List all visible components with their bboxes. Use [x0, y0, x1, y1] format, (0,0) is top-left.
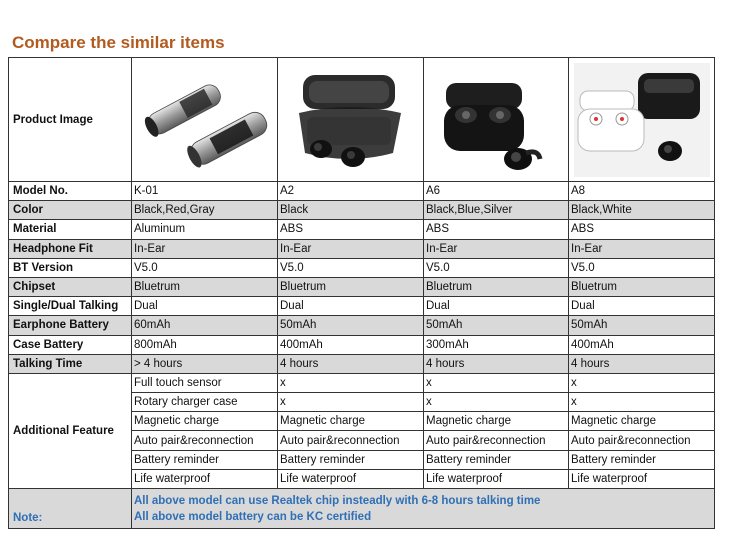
spec-value: Bluetrum [278, 277, 424, 296]
spec-value: In-Ear [278, 239, 424, 258]
spec-value: ABS [424, 220, 569, 239]
spec-value: 50mAh [278, 316, 424, 335]
feature-value: Magnetic charge [424, 412, 569, 431]
spec-value: 4 hours [569, 354, 715, 373]
feature-value: Battery reminder [569, 450, 715, 469]
spec-value: 400mAh [569, 335, 715, 354]
feature-rows [9, 373, 715, 488]
spec-row [9, 354, 715, 373]
feature-name: Battery reminder [132, 450, 278, 469]
spec-row [9, 277, 715, 296]
spec-value: V5.0 [569, 258, 715, 277]
spec-row [9, 297, 715, 316]
spec-label: Case Battery [9, 335, 132, 354]
spec-value: 400mAh [278, 335, 424, 354]
feature-value: x [424, 373, 569, 392]
spec-value: Bluetrum [569, 277, 715, 296]
feature-name: Auto pair&reconnection [132, 431, 278, 450]
spec-value: V5.0 [424, 258, 569, 277]
feature-value: Battery reminder [278, 450, 424, 469]
note-line: All above model battery can be KC certified [134, 510, 372, 523]
feature-value: Battery reminder [424, 450, 569, 469]
note-text [132, 489, 715, 529]
spec-value: > 4 hours [132, 354, 278, 373]
spec-value: ABS [278, 220, 424, 239]
feature-value: x [569, 393, 715, 412]
spec-value: 4 hours [424, 354, 569, 373]
spec-value: In-Ear [569, 239, 715, 258]
feature-name: Life waterproof [132, 469, 278, 488]
spec-value: V5.0 [278, 258, 424, 277]
feature-value: x [278, 373, 424, 392]
spec-value: Dual [132, 297, 278, 316]
cylinder-earbuds-aluminum-icon [135, 61, 275, 179]
note-line: All above model can use Realtek chip insteadly with 6-8 hours talking time [134, 494, 541, 507]
spec-row [9, 201, 715, 220]
spec-value: V5.0 [132, 258, 278, 277]
comparison-table [8, 57, 715, 529]
spec-value: Dual [424, 297, 569, 316]
feature-value: x [424, 393, 569, 412]
feature-value: Auto pair&reconnection [569, 431, 715, 450]
feature-name: Magnetic charge [132, 412, 278, 431]
spec-row [9, 335, 715, 354]
product-image-row [9, 58, 715, 182]
spec-value: Black,Red,Gray [132, 201, 278, 220]
feature-value: Auto pair&reconnection [424, 431, 569, 450]
spec-value: Bluetrum [424, 277, 569, 296]
feature-value: Life waterproof [278, 469, 424, 488]
spec-label: Earphone Battery [9, 316, 132, 335]
spec-label: Color [9, 201, 132, 220]
spec-value: 300mAh [424, 335, 569, 354]
white-case-earbuds-icon [572, 61, 712, 179]
product-image-label: Product Image [9, 58, 132, 182]
product-image-cell [569, 58, 715, 182]
feature-value: Life waterproof [424, 469, 569, 488]
product-image-cell [424, 58, 569, 182]
spec-value: Aluminum [132, 220, 278, 239]
feature-value: Magnetic charge [569, 412, 715, 431]
spec-label: Chipset [9, 277, 132, 296]
spec-row [9, 220, 715, 239]
spec-value: K-01 [132, 182, 278, 201]
feature-value: Auto pair&reconnection [278, 431, 424, 450]
feature-value: Life waterproof [569, 469, 715, 488]
spec-value: 4 hours [278, 354, 424, 373]
spec-label: Talking Time [9, 354, 132, 373]
feature-name: Full touch sensor [132, 373, 278, 392]
feature-row [9, 373, 715, 392]
spec-row [9, 182, 715, 201]
spec-value: 60mAh [132, 316, 278, 335]
spec-value: Dual [278, 297, 424, 316]
feature-value: x [569, 373, 715, 392]
black-case-earbud-icon [426, 61, 566, 179]
feature-value: x [278, 393, 424, 412]
spec-value: Black,Blue,Silver [424, 201, 569, 220]
spec-value: Black,White [569, 201, 715, 220]
spec-value: ABS [569, 220, 715, 239]
spec-label: Headphone Fit [9, 239, 132, 258]
note-label: Note: [9, 489, 132, 529]
spec-rows [9, 182, 715, 374]
spec-value: A8 [569, 182, 715, 201]
spec-value: Dual [569, 297, 715, 316]
feature-value: Magnetic charge [278, 412, 424, 431]
spec-label: Model No. [9, 182, 132, 201]
note-row [9, 489, 715, 529]
spec-label: Single/Dual Talking [9, 297, 132, 316]
spec-value: In-Ear [424, 239, 569, 258]
product-image-cell [278, 58, 424, 182]
spec-value: 50mAh [569, 316, 715, 335]
spec-value: Black [278, 201, 424, 220]
spec-value: Bluetrum [132, 277, 278, 296]
spec-row [9, 258, 715, 277]
product-image-cell [132, 58, 278, 182]
spec-value: A6 [424, 182, 569, 201]
spec-value: 50mAh [424, 316, 569, 335]
feature-name: Rotary charger case [132, 393, 278, 412]
spec-value: In-Ear [132, 239, 278, 258]
spec-label: Material [9, 220, 132, 239]
spec-label: BT Version [9, 258, 132, 277]
spec-value: A2 [278, 182, 424, 201]
page-title: Compare the similar items [12, 33, 225, 52]
spec-value: 800mAh [132, 335, 278, 354]
spec-row [9, 316, 715, 335]
additional-feature-label: Additional Feature [9, 373, 132, 488]
spec-row [9, 239, 715, 258]
clear-case-black-earbuds-icon [281, 61, 421, 179]
